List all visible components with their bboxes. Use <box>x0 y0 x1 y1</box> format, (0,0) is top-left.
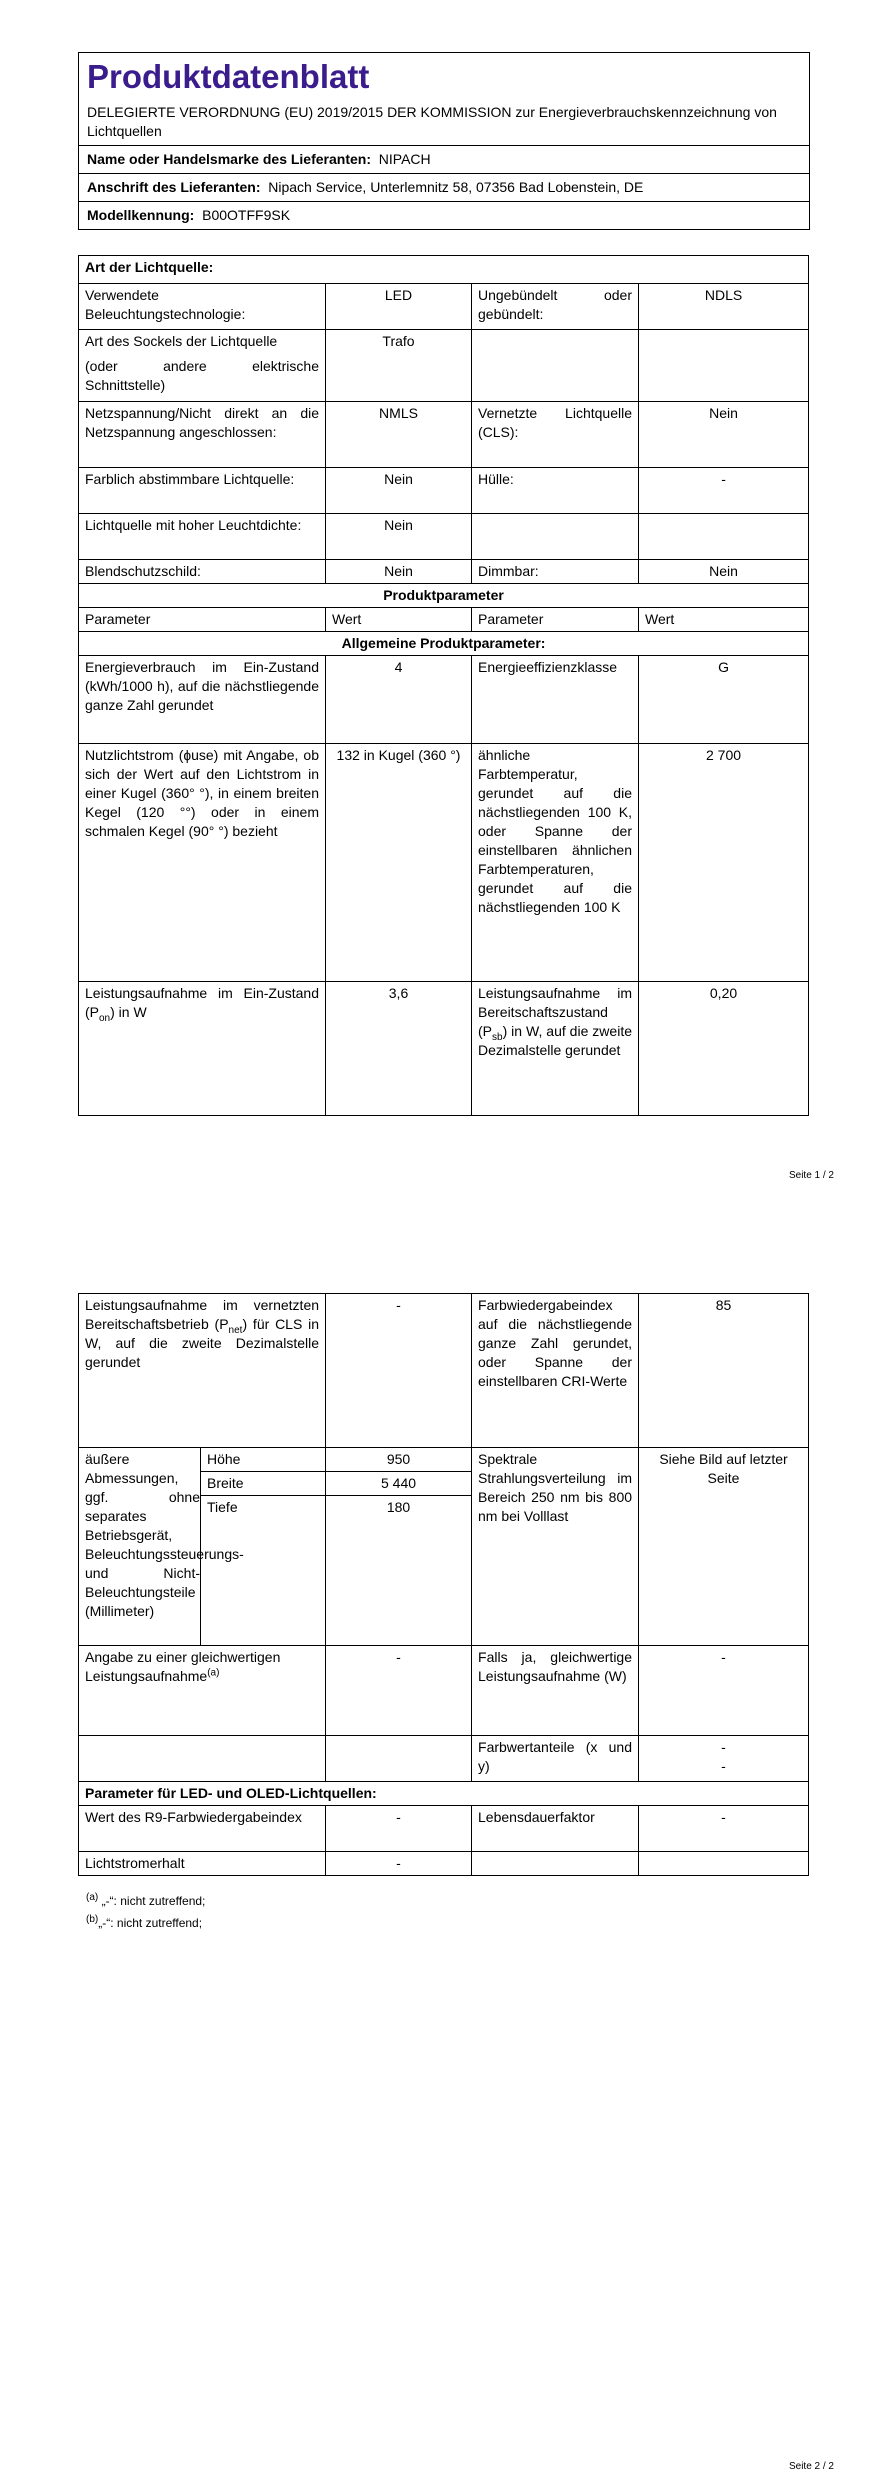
spectral-value: Siehe Bild auf letzter Seite <box>639 1448 809 1646</box>
table-row <box>79 514 809 560</box>
general-params-header: Allgemeine Produktparameter: <box>79 632 809 656</box>
light-type-header: Art der Lichtquelle: <box>79 256 809 284</box>
address-label: Anschrift des Lieferanten: <box>87 179 261 195</box>
lighting-technology-value: LED <box>326 284 472 330</box>
standby-power-subscript: sb <box>492 1031 503 1043</box>
energy-class-value: G <box>639 656 809 744</box>
dimmable-value: Nein <box>639 560 809 584</box>
socket-label-line1: Art des Sockels der Lichtquelle <box>85 333 278 349</box>
model-row <box>79 202 809 230</box>
footnote-b-text: „-“: nicht zutreffend; <box>98 1916 203 1930</box>
envelope-label: Hülle: <box>472 468 639 514</box>
header-block <box>78 52 810 230</box>
param-header-row <box>79 608 809 632</box>
chromaticity-label: Farbwertanteile (x und y) <box>472 1736 639 1782</box>
networked-standby-value: - <box>326 1294 472 1448</box>
on-mode-power-subscript: on <box>99 1012 111 1024</box>
title-box <box>79 53 809 146</box>
lighting-technology-label: Verwendete Beleuchtungstechnologie: <box>79 284 326 330</box>
equivalent-power-label-text: Angabe zu einer gleichwertigen Leistungsaufnahme <box>85 1649 281 1684</box>
footnote-a-marker: (a) <box>207 1667 220 1679</box>
page-2 <box>0 1240 877 2480</box>
survival-factor-value: - <box>639 1806 809 1852</box>
general-header-row <box>79 632 809 656</box>
empty-cell <box>326 1736 472 1782</box>
table-row <box>79 468 809 514</box>
footnote-a-text: „-“: nicht zutreffend; <box>98 1894 206 1908</box>
param-col-header: Parameter <box>79 608 326 632</box>
survival-factor-label: Lebensdauerfaktor <box>472 1806 639 1852</box>
page-number: Seite 2 / 2 <box>788 2461 834 2472</box>
table-row <box>79 1646 809 1736</box>
table-row <box>79 284 809 330</box>
empty-cell <box>639 1852 809 1876</box>
networked-standby-label <box>79 1294 326 1448</box>
on-mode-power-label-text: Leistungsaufnahme im Ein-Zustand (P <box>85 985 319 1020</box>
table-row <box>79 1448 809 1472</box>
equivalent-power-label <box>79 1646 326 1736</box>
supplier-value: NIPACH <box>378 151 431 167</box>
supplier-label: Name oder Handelsmarke des Lieferanten: <box>87 151 371 167</box>
color-temperature-value: 2 700 <box>639 744 809 982</box>
equivalent-power-w-value: - <box>639 1646 809 1736</box>
table-row <box>79 1806 809 1852</box>
r9-value: - <box>326 1806 472 1852</box>
luminous-flux-label: Nutzlichtstrom (ɸuse) mit Angabe, ob sich der Wert auf den Lichtstrom in einer Kugel (360° °), in einem breiten Kegel (120 °°) oder in einem schmalen Kegel (90° °) bezieht <box>79 744 326 982</box>
mains-value: NMLS <box>326 402 472 468</box>
luminous-flux-value: 132 in Kugel (360 °) <box>326 744 472 982</box>
networked-standby-label-text: Leistungsaufnahme im vernetzten Bereitschaftsbetrieb (P <box>85 1297 320 1332</box>
table-row <box>79 560 809 584</box>
table-row <box>79 330 809 402</box>
empty-cell <box>639 514 809 560</box>
table-row <box>79 656 809 744</box>
table-row <box>79 982 809 1116</box>
spectral-label: Spektrale Strahlungsverteilung im Bereich 250 nm bis 800 nm bei Volllast <box>472 1448 639 1646</box>
empty-cell <box>639 330 809 402</box>
footnote-a <box>86 1890 205 1912</box>
spec-table-page-2 <box>78 1293 809 1876</box>
light-type-header-row <box>79 256 809 284</box>
anti-glare-label: Blendschutzschild: <box>79 560 326 584</box>
cls-label: Vernetzte Lichtquelle (CLS): <box>472 402 639 468</box>
chromaticity-value <box>639 1736 809 1782</box>
supplier-row <box>79 146 809 174</box>
on-mode-power-value: 3,6 <box>326 982 472 1116</box>
value-col-header: Wert <box>639 608 809 632</box>
standby-power-label-suffix: ) in W, auf die zweite Dezimalstelle gerundet <box>478 1023 632 1058</box>
footnotes <box>86 1890 205 1934</box>
led-params-header: Parameter für LED- und OLED-Lichtquellen: <box>79 1782 809 1806</box>
table-row <box>79 1852 809 1876</box>
table-row <box>79 1736 809 1782</box>
equivalent-power-w-label: Falls ja, gleichwertige Leistungsaufnahme (W) <box>472 1646 639 1736</box>
chromaticity-x-value: - <box>721 1739 726 1755</box>
socket-value: Trafo <box>326 330 472 402</box>
standby-power-value: 0,20 <box>639 982 809 1116</box>
mains-label: Netzspannung/Nicht direkt an die Netzspannung angeschlossen: <box>79 402 326 468</box>
networked-standby-subscript: net <box>228 1324 243 1336</box>
empty-cell <box>472 330 639 402</box>
standby-power-label <box>472 982 639 1116</box>
address-row <box>79 174 809 202</box>
depth-value: 180 <box>326 1496 472 1646</box>
tunable-value: Nein <box>326 468 472 514</box>
energy-class-label: Energieeffizienzklasse <box>472 656 639 744</box>
equivalent-power-value: - <box>326 1646 472 1736</box>
lumen-maintenance-value: - <box>326 1852 472 1876</box>
directional-label: Ungebündelt oder gebündelt: <box>472 284 639 330</box>
r9-label: Wert des R9-Farbwiedergabeindex <box>79 1806 326 1852</box>
regulation-text: DELEGIERTE VERORDNUNG (EU) 2019/2015 DER KOMMISSION zur Energieverbrauchskennzeichnung von Lichtquellen <box>87 104 777 139</box>
depth-label: Tiefe <box>201 1496 326 1646</box>
anti-glare-value: Nein <box>326 560 472 584</box>
dimmable-label: Dimmbar: <box>472 560 639 584</box>
model-value: B00OTFF9SK <box>202 207 291 223</box>
energy-consumption-value: 4 <box>326 656 472 744</box>
energy-consumption-label: Energieverbrauch im Ein-Zustand (kWh/1000 h), auf die nächstliegende ganze Zahl gerundet <box>79 656 326 744</box>
width-label: Breite <box>201 1472 326 1496</box>
table-row <box>79 1294 809 1448</box>
chromaticity-y-value: - <box>721 1758 726 1774</box>
table-row <box>79 402 809 468</box>
footnote-b <box>86 1912 205 1934</box>
high-luminance-label: Lichtquelle mit hoher Leuchtdichte: <box>79 514 326 560</box>
product-params-header: Produktparameter <box>79 584 809 608</box>
table-row <box>79 744 809 982</box>
height-label: Höhe <box>201 1448 326 1472</box>
address-value: Nipach Service, Unterlemnitz 58, 07356 Bad Lobenstein, DE <box>268 179 644 195</box>
socket-label-line2: (oder andere elektrische Schnittstelle) <box>85 358 319 393</box>
cri-label: Farbwiedergabeindex auf die nächstliegende ganze Zahl gerundet, oder Spanne der einstellbaren CRI-Werte <box>472 1294 639 1448</box>
on-mode-power-label <box>79 982 326 1116</box>
directional-value: NDLS <box>639 284 809 330</box>
standby-power-label-text: Leistungsaufnahme im Bereitschaftszustand (P <box>478 985 632 1039</box>
color-temperature-label: ähnliche Farbtemperatur, gerundet auf die nächstliegenden 100 K, oder Spanne der einstellbaren ähnlichen Farbtemperaturen, gerundet auf die nächstliegenden 100 K <box>472 744 639 982</box>
dimensions-label: äußere Abmessungen, ggf. ohne separates Betriebsgerät, Beleuchtungssteuerungs- und Nicht-Beleuchtungsteile (Millimeter) <box>79 1448 201 1646</box>
networked-standby-label-suffix: ) für CLS in W, auf die zweite Dezimalstelle gerundet <box>85 1316 320 1370</box>
width-value: 5 440 <box>326 1472 472 1496</box>
height-value: 950 <box>326 1448 472 1472</box>
empty-cell <box>79 1736 326 1782</box>
page-title: Produktdatenblatt <box>87 58 370 95</box>
led-header-row <box>79 1782 809 1806</box>
empty-cell <box>472 514 639 560</box>
product-params-header-row <box>79 584 809 608</box>
page-number: Seite 1 / 2 <box>788 1170 834 1181</box>
on-mode-power-label-suffix: ) in W <box>110 1004 147 1020</box>
socket-label <box>79 330 326 402</box>
value-col-header: Wert <box>326 608 472 632</box>
high-luminance-value: Nein <box>326 514 472 560</box>
cls-value: Nein <box>639 402 809 468</box>
empty-cell <box>472 1852 639 1876</box>
param-col-header: Parameter <box>472 608 639 632</box>
footnote-b-mark: (b) <box>86 1914 99 1925</box>
cri-value: 85 <box>639 1294 809 1448</box>
model-label: Modellkennung: <box>87 207 195 223</box>
lumen-maintenance-label: Lichtstromerhalt <box>79 1852 326 1876</box>
tunable-label: Farblich abstimmbare Lichtquelle: <box>79 468 326 514</box>
spec-table-page-1 <box>78 255 809 1116</box>
envelope-value: - <box>639 468 809 514</box>
footnote-a-mark: (a) <box>86 1892 99 1903</box>
